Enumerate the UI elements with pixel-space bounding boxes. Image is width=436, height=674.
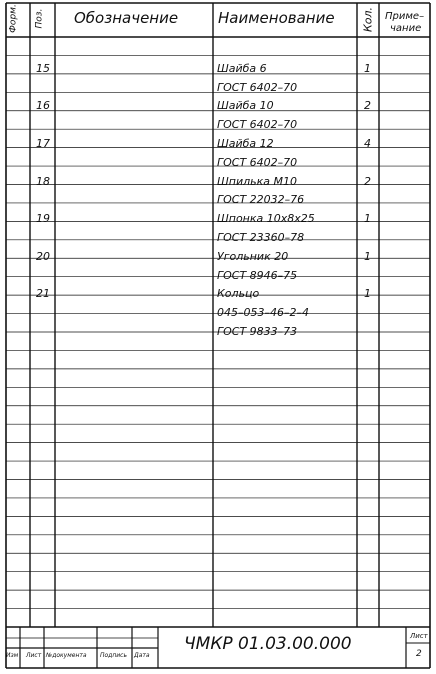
row-position: 19 <box>36 212 50 226</box>
row-quantity: 2 <box>364 99 371 113</box>
row-name: ГОСТ 8946–75 <box>217 268 298 282</box>
row-quantity: 1 <box>364 287 371 301</box>
row-name: Угольник 20 <box>217 249 289 263</box>
row-name: 045–053–46–2–4 <box>217 306 309 320</box>
row-name: Шпилька М10 <box>217 174 297 188</box>
row-position: 16 <box>36 99 50 113</box>
row-quantity: 1 <box>364 61 371 75</box>
row-quantity: 1 <box>364 249 371 263</box>
tb-label-list: Лист <box>26 652 42 659</box>
sheet-label: Лист <box>410 632 428 640</box>
row-position: 21 <box>36 287 50 301</box>
header-position: Поз. <box>34 8 45 29</box>
header-name: Наименование <box>218 9 335 27</box>
tb-label-doc-number: №документа <box>46 652 87 659</box>
row-position: 18 <box>36 174 50 188</box>
row-quantity: 4 <box>364 137 371 150</box>
header-designation: Обозначение <box>74 9 179 27</box>
row-position: 20 <box>36 249 50 263</box>
row-name: Кольцо <box>217 287 260 301</box>
row-name: ГОСТ 23360–78 <box>217 231 305 244</box>
row-name: ГОСТ 6402–70 <box>217 155 298 169</box>
header-format: Форм. <box>8 4 19 33</box>
tb-label-izm: Изм <box>6 652 19 659</box>
row-position: 15 <box>36 61 50 75</box>
row-name: ГОСТ 6402–70 <box>217 80 298 94</box>
row-name: Шайба 10 <box>217 99 274 113</box>
document-code: ЧМКР 01.03.00.000 <box>184 634 352 654</box>
row-name: Шайба 6 <box>217 61 267 75</box>
header-note-line1: Приме– <box>385 11 425 22</box>
header-note-line2: чание <box>390 23 422 34</box>
row-name: Шпонка 10x8x25 <box>217 212 315 226</box>
row-name: Шайба 12 <box>217 137 274 150</box>
sheet-number: 2 <box>416 649 422 659</box>
row-quantity: 1 <box>364 212 371 226</box>
tb-label-signature: Подпись <box>100 652 127 659</box>
row-quantity: 2 <box>364 174 371 188</box>
header-quantity: Кол. <box>361 6 375 33</box>
tb-label-date: Дата <box>134 652 150 659</box>
row-name: ГОСТ 9833–73 <box>217 325 298 338</box>
row-name: ГОСТ 22032–76 <box>217 193 305 207</box>
row-position: 17 <box>36 137 50 150</box>
row-name: ГОСТ 6402–70 <box>217 118 298 132</box>
